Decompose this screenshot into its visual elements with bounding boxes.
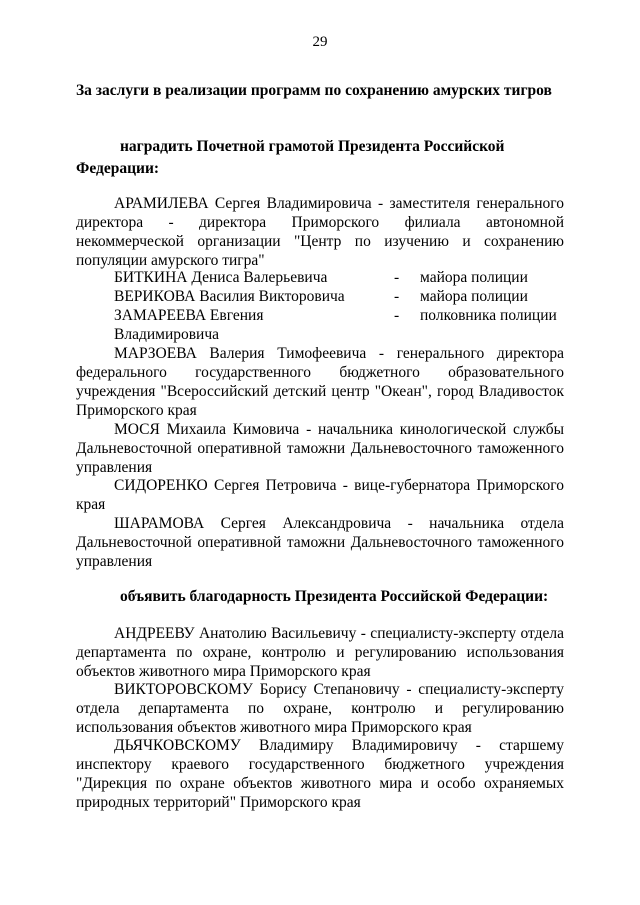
- entry-andreeva: [76, 624, 564, 681]
- row-name: БИТКИНА Дениса Валерьевича: [114, 269, 328, 286]
- entry-text: АРАМИЛЕВА Сергея Владимировича - заместителя генерального директора - директора Приморского филиала автономной некоммерческой организации "Центр по изучению и сохранению популяции амурского тигра": [76, 195, 564, 269]
- award-heading-certificate-text: наградить Почетной грамотой Президента Российской Федерации:: [76, 138, 505, 177]
- row-role: майора полиции: [420, 269, 528, 286]
- entry-marzoev: [76, 344, 564, 420]
- row-role: полковника полиции: [420, 307, 557, 324]
- entry-text: АНДРЕЕВУ Анатолию Васильевичу - специалисту-эксперту отдела департамента по охране, контролю и регулированию использования объектов животного мира Приморского края: [76, 625, 564, 680]
- entry-dyachkovsky: [76, 736, 564, 812]
- page-number: 29: [312, 34, 328, 50]
- table-row: [114, 268, 564, 287]
- award-heading-gratitude: [76, 586, 564, 608]
- entry-mosya: [76, 420, 564, 477]
- entry-text: ВИКТОРОВСКОМУ Борису Степановичу - специалисту-эксперту отдела департамента по охране, контролю и регулированию использования объектов животного мира Приморского края: [76, 681, 564, 736]
- entry-viktorovsky: [76, 680, 564, 737]
- entry-text: СИДОРЕНКО Сергея Петровича - вице-губернатора Приморского края: [76, 477, 564, 513]
- award-heading-certificate: [76, 136, 564, 180]
- entry-sharamov: [76, 514, 564, 571]
- row-role: майора полиции: [420, 288, 528, 305]
- entry-text: МОСЯ Михаила Кимовича - начальника кинологической службы Дальневосточной оперативной таможни Дальневосточного таможенного управления: [76, 421, 564, 476]
- award-heading-gratitude-text: объявить благодарность Президента Российской Федерации:: [120, 588, 549, 605]
- table-row: [114, 287, 564, 306]
- row-name: ВЕРИКОВА Василия Викторовича: [114, 288, 345, 305]
- table-row: [114, 306, 564, 344]
- entry-text: ШАРАМОВА Сергея Александровича - начальника отдела Дальневосточной оперативной таможни Дальневосточного таможенного управления: [76, 515, 564, 570]
- entry-sidorenko: [76, 476, 564, 514]
- row-dash: -: [394, 288, 400, 305]
- section-title: За заслуги в реализации программ по сохранению амурских тигров: [76, 82, 552, 99]
- entry-aramilev: [76, 194, 564, 270]
- row-dash: -: [394, 269, 400, 286]
- entry-text: ДЬЯЧКОВСКОМУ Владимиру Владимировичу - старшему инспектору краевого государственного бюджетного учреждения "Дирекция по охране объектов животного мира и особо охраняемых природных территорий" Приморского края: [76, 737, 564, 811]
- row-name: ЗАМАРЕЕВА Евгения Владимировича: [114, 307, 264, 343]
- entry-text: МАРЗОЕВА Валерия Тимофеевича - генерального директора федерального государственного бюджетного образовательного учреждения "Всероссийский детский центр "Океан", город Владивосток Приморского края: [76, 345, 564, 419]
- row-dash: -: [394, 307, 400, 324]
